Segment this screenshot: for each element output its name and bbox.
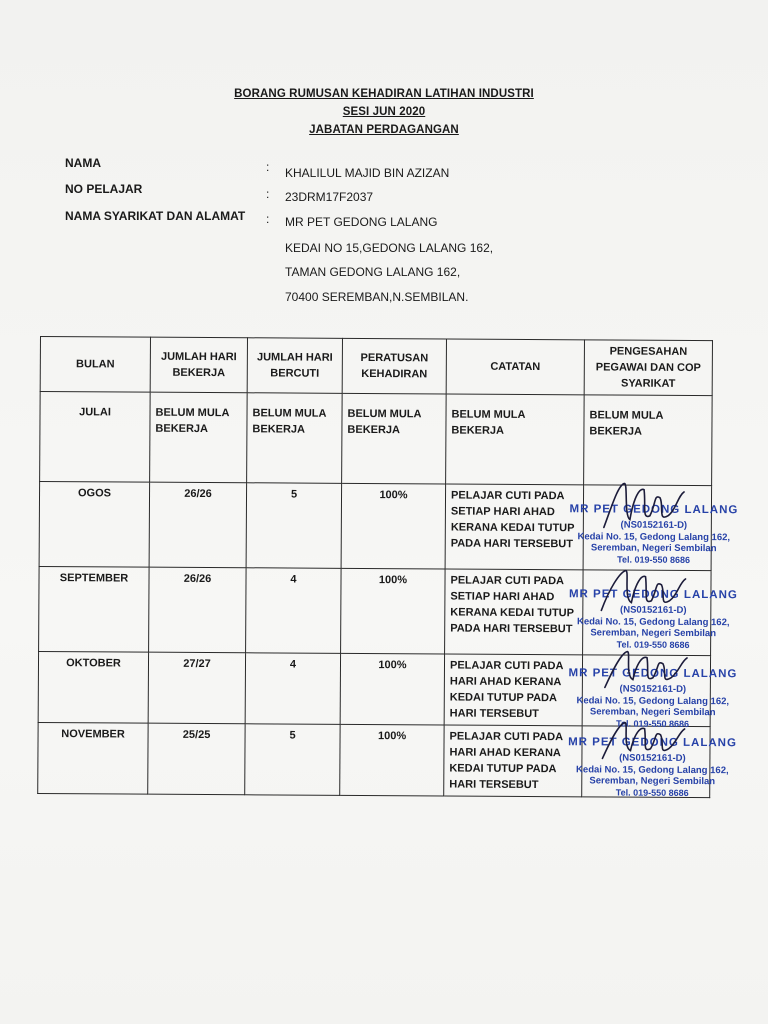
name-value: KHALILUL MAJID BIN AZIZAN	[285, 166, 450, 180]
cell-bercuti: 4	[245, 653, 340, 725]
stamp-name: MR PET GEDONG LALANG	[568, 736, 737, 750]
name-label: NAMA	[65, 156, 101, 170]
table-row	[39, 482, 712, 571]
cell-bercuti: BELUM MULA BEKERJA	[247, 393, 343, 484]
header-pengesahan: PENGESAHAN PEGAWAI DAN COP SYARIKAT	[584, 340, 712, 396]
address-line-2: TAMAN GEDONG LALANG 162,	[285, 265, 461, 279]
stamp-address-2: Seremban, Negeri Sembilan	[589, 775, 716, 788]
stamp-reg: (NS0152161-D)	[619, 752, 686, 764]
stamp-name: MR PET GEDONG LALANG	[568, 667, 738, 681]
stamp-name: MR PET GEDONG LALANG	[569, 503, 739, 517]
cell-bekerja: 27/27	[148, 652, 245, 724]
cell-catatan: PELAJAR CUTI PADA HARI AHAD KERANA KEDAI TUTUP PADA HARI TERSEBUT	[444, 654, 582, 726]
company-stamp	[563, 572, 738, 650]
table-header-row	[40, 337, 712, 396]
address-line-3: 70400 SEREMBAN,N.SEMBILAN.	[285, 290, 469, 304]
stamp-name: MR PET GEDONG LALANG	[568, 588, 738, 602]
cell-catatan: BELUM MULA BEKERJA	[446, 394, 585, 485]
cell-bercuti: 5	[245, 724, 340, 796]
address-line-1: KEDAI NO 15,GEDONG LALANG 162,	[285, 241, 494, 255]
signature-icon	[594, 475, 694, 536]
stamp-tel: Tel. 019-550 8686	[617, 554, 691, 565]
student-no-label: NO PELAJAR	[65, 182, 143, 196]
cell-pengesahan	[568, 726, 737, 798]
cell-bekerja: 26/26	[149, 567, 247, 653]
company-stamp	[562, 720, 737, 798]
stamp-reg: (NS0152161-D)	[619, 683, 687, 695]
cell-bulan: NOVEMBER	[38, 722, 148, 794]
cell-bekerja: 26/26	[149, 482, 247, 568]
student-no-colon: :	[266, 187, 270, 201]
cell-peratusan: 100%	[340, 653, 444, 725]
cell-pengesahan	[569, 485, 739, 571]
cell-bulan: JULAI	[40, 392, 151, 483]
form-department: JABATAN PERDAGANGAN	[309, 124, 459, 136]
header-peratusan-kehadiran: PERATUSAN KEHADIRAN	[342, 338, 446, 394]
stamp-tel: Tel. 019-550 8686	[616, 639, 690, 650]
cell-pengesahan: BELUM MULA BEKERJA	[584, 395, 713, 486]
cell-bulan: OGOS	[39, 482, 150, 568]
stamp-reg: (NS0152161-D)	[620, 604, 687, 616]
table-row	[38, 722, 710, 797]
form-session: SESI JUN 2020	[342, 106, 426, 118]
attendance-table	[37, 336, 739, 798]
cell-catatan: PELAJAR CUTI PADA HARI AHAD KERANA KEDAI TUTUP PADA HARI TERSEBUT	[444, 725, 582, 797]
name-colon: :	[266, 160, 270, 174]
header-jumlah-hari-bekerja: JUMLAH HARI BEKERJA	[150, 337, 247, 393]
company-label: NAMA SYARIKAT DAN ALAMAT	[65, 209, 246, 223]
stamp-address-2: Seremban, Negeri Sembilan	[589, 706, 716, 719]
stamp-tel: Tel. 019-550 8686	[615, 787, 689, 798]
cell-catatan: PELAJAR CUTI PADA SETIAP HARI AHAD KERANA KEDAI TUTUP PADA HARI TERSEBUT	[445, 484, 584, 570]
cell-peratusan: BELUM MULA BEKERJA	[342, 393, 447, 484]
cell-peratusan: 100%	[341, 568, 446, 654]
cell-bulan: OKTOBER	[38, 651, 148, 723]
signature-icon	[593, 560, 693, 621]
stamp-address-2: Seremban, Negeri Sembilan	[590, 542, 717, 555]
cell-bulan: SEPTEMBER	[39, 566, 150, 652]
signature-icon	[592, 708, 692, 769]
company-name: MR PET GEDONG LALANG	[285, 215, 438, 229]
student-no-value: 23DRM17F2037	[285, 190, 374, 204]
form-title: BORANG RUMUSAN KEHADIRAN LATIHAN INDUSTRI	[234, 88, 534, 100]
cell-catatan: PELAJAR CUTI PADA SETIAP HARI AHAD KERANA KEDAI TUTUP PADA HARI TERSEBUT	[445, 569, 584, 655]
header-jumlah-hari-bercuti: JUMLAH HARI BERCUTI	[247, 338, 342, 394]
stamp-address-1: Kedai No. 15, Gedong Lalang 162,	[577, 531, 731, 544]
header-catatan: CATATAN	[446, 339, 584, 395]
cell-bekerja: BELUM MULA BEKERJA	[150, 392, 248, 483]
stamp-address-1: Kedai No. 15, Gedong Lalang 162,	[576, 695, 730, 708]
cell-peratusan: 100%	[340, 724, 444, 796]
company-colon: :	[266, 212, 270, 226]
stamp-address-1: Kedai No. 15, Gedong Lalang 162,	[576, 616, 730, 629]
cell-bercuti: 4	[246, 568, 342, 654]
cell-bekerja: 25/25	[148, 723, 245, 795]
signature-icon	[593, 639, 693, 700]
stamp-address-1: Kedai No. 15, Gedong Lalang 162,	[576, 764, 729, 777]
header-bulan: BULAN	[40, 337, 150, 393]
stamp-reg: (NS0152161-D)	[620, 519, 688, 531]
company-stamp	[564, 487, 739, 565]
cell-bercuti: 5	[246, 483, 342, 569]
cell-peratusan: 100%	[341, 483, 446, 569]
table-row	[40, 392, 713, 486]
stamp-tel: Tel. 019-550 8686	[616, 718, 690, 729]
stamp-address-2: Seremban, Negeri Sembilan	[590, 627, 717, 640]
